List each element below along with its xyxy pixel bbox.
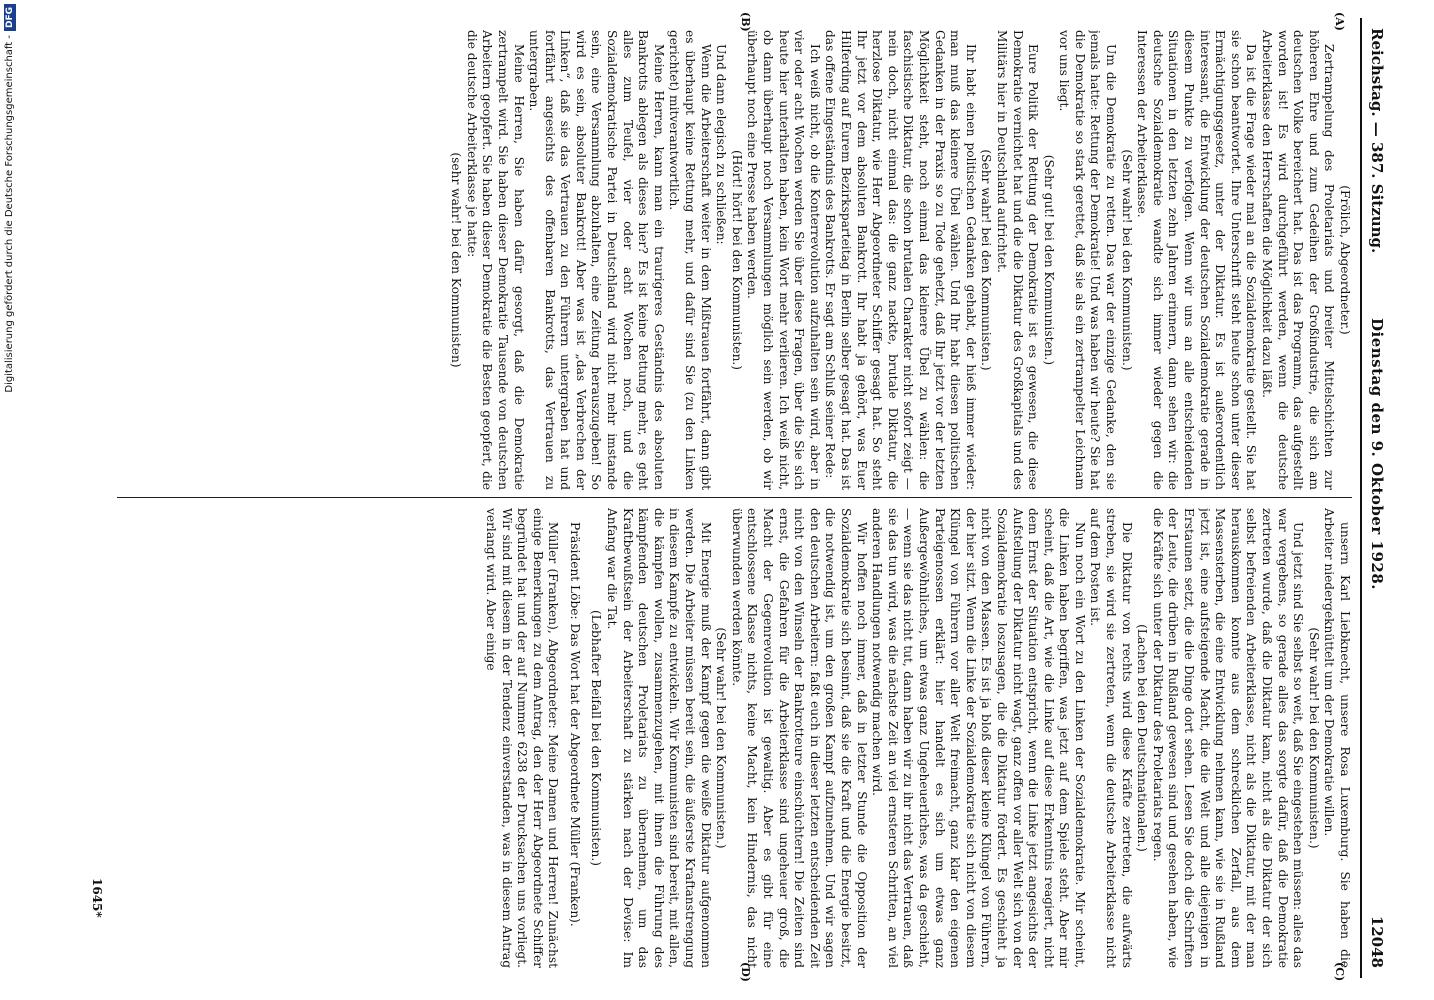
digitization-credit — [2, 4, 18, 984]
right-column-paragraph: Und jetzt sind Sie selbst so weit, daß Sie eingestehen müssen: alles das war vergebens, so gerade alles das sorgte dafür, daß die Demokratie zertreten wurde, daß die Diktatur kam, nicht als die Diktatur der sich selbst befreienden Arbeiterklasse, nicht als die Diktatur, mit der man herauskommen konnte aus dem schrecklichen Zerfall, aus dem Massensterben, die eine Entwicklung nehmen kann, wie sie in Rußland jetzt ist, eine aufsteigende Macht, die die Welt und alle diejenigen in Erstaunen setzt, die die Dinge dort sehen. Lesen Sie doch die Schriften der Leute, die drüben in Rußland gewesen sind und gesehen haben, wie die Kräfte sich unter der Diktatur des Proletariats regen. — [1150, 508, 1306, 968]
right-column-paragraph: (Sehr wahr! bei den Kommunisten.) — [1306, 627, 1321, 849]
right-column-paragraph: unsern Karl Liebknecht, unsere Rosa Luxemburg. Sie haben die Arbeiter niedergeknüttelt um der Demokratie willen. — [1322, 508, 1352, 968]
header-date: Dienstag den 9. Oktober 1928. — [1368, 318, 1386, 591]
page-number: 12048 — [1368, 915, 1386, 968]
margin-mark-c: (C) — [1333, 962, 1346, 982]
left-column-paragraph: Und dann elegisch zu schließen: — [714, 44, 729, 245]
left-column-paragraph: Zertrampelung des Proletariats und breiter Mittelschichten zur höheren Ehre und zum Gedeihen der Großindustrie, die sich am deutschen Volke bereichert hat. Das ist das Programm, das aufgestellt worden ist! Es wird durchgeführt werden, wenn die deutsche Arbeiterklasse den Herrschaften die Möglichkeit dazu läßt. — [1260, 30, 1337, 490]
left-column-paragraph: (sehr wahr! bei den Kommunisten) — [449, 152, 464, 368]
left-column-paragraph: Da ist die Frage wieder mal an die Sozialdemokratie gestellt. Sie hat sie schon beantwortet. Ihre Unterschrift steht heute schon unter dieser Ermächtigungsgesetz, unter der Diktatur. Es ist außerordentlich interessant, die Entwicklung der deutschen Sozialdemokratie gerade in diesem Punkte zu verfolgen. Wenn wir uns an alle entscheidenden Situationen in den letzten zehn Jahren erinnern, dann sehen wir: die deutsche Sozialdemokratie wandte sich immer wieder gegen die Interessen der Arbeiterklasse. — [1135, 30, 1259, 490]
digitization-credit-text: Digitalisierung gefördert durch die Deutsche Forschungsgemeinschaft - — [4, 35, 15, 393]
left-column-paragraph: Wenn die Arbeiterschaft weiter in dem Mißtrauen fortfährt, dann gibt es überhaupt keine Rettung mehr, und dafür sind Sie (zu den Linken gerichtet) mitverantwortlich. — [667, 30, 713, 490]
sheet-folio: 1645* — [90, 878, 104, 918]
right-column-paragraph: Präsident Löbe: Das Wort hat der Abgeordnete Müller (Franken). — [567, 522, 582, 927]
left-column-paragraph: Ich weiß nicht, ob die Konterrevolution aufzuhalten sein wird, aber in vier oder acht Wochen werden Sie über diese Fragen, über die Sie sich heute hier unterhalten haben, kein Wort mehr verlieren. Ich weiß nicht, ob dann überhaupt noch Versammlungen möglich sein werden, ob wir überhaupt noch eine Presse haben werden. — [745, 30, 822, 490]
right-column-paragraph: (Lebhafter Beifall bei den Kommunisten.) — [589, 609, 604, 866]
header-rule — [1360, 18, 1362, 978]
left-column-paragraph: Meine Herren, kann man ein traurigeres Geständnis des absoluten Bankrotts ablegen als dieses hier? Es ist keine Rettung mehr, es geht alles zum Teufel, vier oder acht Wochen noch, und die Sozialdemokratische Partei in Deutschland wird nicht mehr imstande sein, eine Versammlung abzuhalten, eine Zeitung herauszugeben! So wird es sein, absoluter Bankrott! Aber was ist „das Verbrechen der Linken“, daß sie das Vertrauen zu den Führern untergraben hat und fortfährt angesichts des offenbaren Bankrotts, das Vertrauen zu untergraben. — [527, 30, 666, 490]
running-header — [1358, 18, 1392, 978]
left-column-paragraph: (Frölich, Abgeordneter.) — [1338, 185, 1352, 335]
column-divider — [117, 497, 1352, 498]
right-column-paragraph: Mit Energie muß der Kampf gegen die weiße Diktatur aufgenommen werden. Die Arbeiter müssen bereit sein, die äußerste Kraftanstrengung in diesem Kampfe zu entwickeln. Wir Kommunisten sind bereit, mit allen, die kämpfen wollen, zusammenzugehen, mit ihnen die Führung des kämpfenden deutschen Proletariats zu übernehmen, um das Kraftbewußtsein der Arbeiterschaft zu stärken nach der Devise: Im Anfang war die Tat. — [605, 508, 713, 968]
right-column-paragraph: Nun noch ein Wort zu den Linken der Sozialdemokratie. Mir scheint, die Linken haben begriffen, was jetzt auf dem Spiele steht. Aber mir scheint, daß die Art, wie die Linke auf diese Erkenntnis reagiert, nicht dem Ernst der Situation entspricht, wenn die Linke jetzt angesichts der Aufstellung der Diktatur nicht wagt, ganz offen vor aller Welt sich von der Sozialdemokratie loszusagen, die die Diktatur fördert. Es geschieht ja nicht von den Massen. Es ist ja bloß dieser kleine Klüngel von Führern, der hier sitzt. Wenn die Linke der Sozialdemokratie sich nicht von diesem Klüngel von Führern vor aller Welt freimacht, ganz klar den eigenen Parteigenossen erklärt: hier handelt es sich um etwas ganz Außergewöhnliches, um etwas ganz Ungeheuerliches, was da geschieht, — wenn sie das nicht tut, dann haben wir zu ihr nicht das Vertrauen, daß sie das tun wird, was die nächste Zeit an viel ernsteren Schritten, an viel anderen Handlungen notwendig machen wird. — [870, 508, 1087, 968]
margin-mark-d: (D) — [739, 962, 752, 982]
right-column-paragraph: Müller (Franken), Abgeordneter: Meine Damen und Herren! Zunächst einige Bemerkungen zu dem Antrag, den der Herr Abgeordnete Schiffer begründet hat und der auf Nummer 6238 der Drucksachen uns vorliegt. Wir sind mit diesem in der Tendenz einverstanden, was in diesem Antrag verlangt wird. Aber einige — [483, 508, 561, 968]
header-session: Reichstag. — 387. Sitzung. — [1368, 28, 1386, 254]
left-column-paragraph: (Sehr wahr! bei den Kommunisten.) — [1119, 149, 1134, 371]
left-column-paragraph: (Hört! hört! bei den Kommunisten.) — [729, 149, 744, 371]
right-text-column — [112, 508, 1352, 968]
left-column-paragraph: (Sehr gut! bei den Kommunisten.) — [1041, 154, 1056, 366]
right-column-paragraph: Die Diktatur von rechts wird diese Kräfte zertreten, die aufwärts streben, sie wird sie zertreten, wenn die deutsche Arbeiterklasse nicht auf dem Posten ist. — [1088, 508, 1134, 968]
left-column-paragraph: Meine Herren, Sie haben dafür gesorgt, daß die Demokratie zertrampelt wird. Sie haben dieser Demokratie Tausende von deutschen Arbeitern geopfert. Sie haben dieser Demokratie die Besten geopfert, die die deutsche Arbeiterklasse je hatte: — [464, 30, 526, 490]
right-column-paragraph: (Sehr wahr! bei den Kommunisten.) — [714, 627, 729, 849]
dfg-logo: DFG — [4, 4, 16, 31]
right-column-paragraph: (Lachen bei den Deutschnationalen.) — [1135, 624, 1150, 852]
right-column-paragraph: Wir hoffen noch immer, daß in letzter Stunde die Opposition der Sozialdemokratie sich besinnt, daß sie die Kraft und die Energie besitzt, die notwendig ist, um den großen Kampf aufzunehmen. Und wir sagen den deutschen Arbeitern: faßt euch in dieser letzten entscheidenden Zeit nicht von den Winseln der Bankrotteure einschüchtern! Die Zeiten sind ernst, die Gefahren für die Arbeiterklasse sind ungeheuer groß, die Macht der Gegenrevolution ist gewaltig. Aber es gibt für eine entschlossene Klasse nichts, keine Macht, kein Hindernis, das nicht überwunden werden könnte. — [729, 508, 869, 968]
digitization-credit-strip — [0, 0, 22, 1000]
left-column-paragraph: Ihr habt einen politischen Gedanken gehabt, der hieß immer wieder: man muß das kleinere Übel wählen. Und Ihr habt diesen politischen Gedanken in der Praxis so zu Tode gehetzt, daß Ihr jetzt vor der letzten Möglichkeit steht, noch einmal das kleinere Übel zu wählen: die faschistische Diktatur, die schon brutalen Charakter nicht sofort zeigt — nein doch, nicht einmal das: die ganz nackte, brutale Diktatur, die herzlose Diktatur, wie Herr Abgeordneter Schiffer gesagt hat. So steht Ihr jetzt vor dem absoluten Bankrott. Ihr habt ja gehört, was Euer Hilferding auf Eurem Bezirksparteitag in Berlin selber gesagt hat. Das ist das offene Eingeständnis des Bankrotts. Er sagt am Schluß seiner Rede: — [823, 30, 978, 490]
left-column-paragraph: Um die Demokratie zu retten. Das war der einzige Gedanke, den sie jemals hatte: Rettung der Demokratie! Und was haben wir heute? Sie hat die Demokratie so stark gerettet, daß sie als ein zertrampelter Leichnam vor uns liegt. — [1057, 30, 1119, 490]
left-column-paragraph: Eure Politik der Rettung der Demokratie ist es gewesen, die diese Demokratie vernichtet hat und die die Diktatur des Großkapitals und des Militärs hier in Deutschland aufrichtet. — [994, 30, 1041, 490]
left-column-paragraph: (Sehr wahr! bei den Kommunisten.) — [979, 149, 994, 371]
margin-mark-b: (B) — [739, 12, 752, 32]
rotated-print-page — [72, 12, 1392, 982]
left-text-column — [112, 30, 1352, 490]
margin-mark-a: (A) — [1333, 12, 1346, 31]
